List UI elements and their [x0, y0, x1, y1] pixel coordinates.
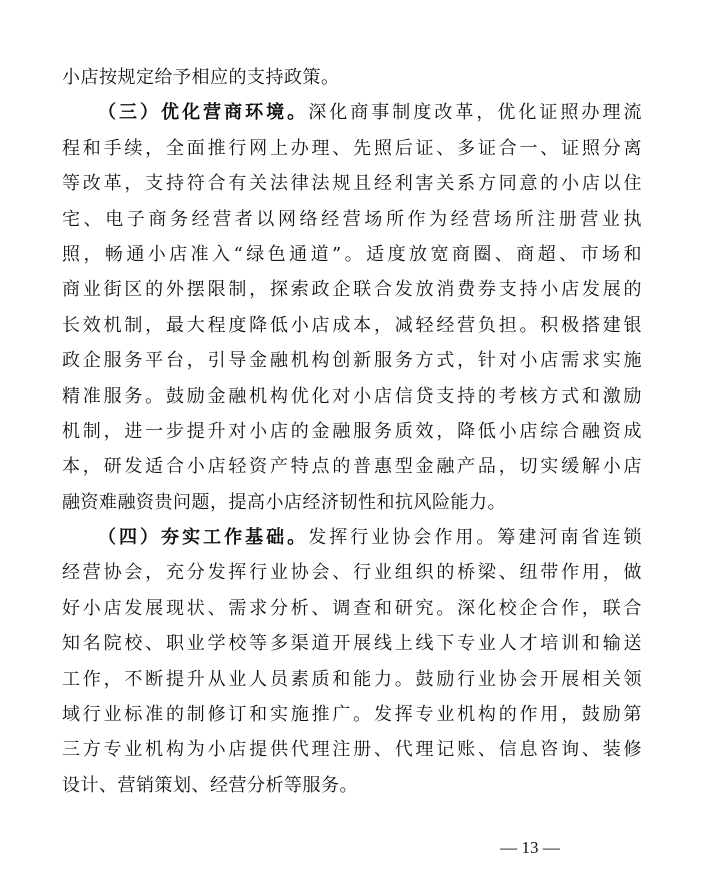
text-line: 三方专业机构为小店提供代理注册、代理记账、信息咨询、装修: [62, 739, 642, 761]
text-line: 好小店发展现状、需求分析、调查和研究。深化校企合作，联合: [62, 597, 642, 619]
text-line: 本，研发适合小店轻资产特点的普惠型金融产品，切实缓解小店: [62, 456, 642, 478]
text-line: 长效机制，最大程度降低小店成本，减轻经营负担。积极搭建银: [62, 314, 642, 336]
text-line: [62, 60, 642, 95]
text-line: 程和手续，全面推行网上办理、先照后证、多证合一、证照分离: [62, 137, 642, 159]
body-text: [62, 60, 642, 803]
text-line-content: 小店按规定给予相应的支持政策。: [62, 67, 340, 88]
text-line-content: 深化商事制度改革，优化证照办理流: [308, 102, 643, 124]
text-line-content: 发挥行业协会作用。筹建河南省连锁: [308, 527, 643, 549]
page-number: — 13 —: [500, 838, 560, 857]
text-line: 政企服务平台，引导金融机构创新服务方式，针对小店需求实施: [62, 350, 642, 372]
text-line: 设计、营销策划、经营分析等服务。: [62, 774, 358, 796]
section-heading-line: [62, 520, 642, 555]
text-line: 精准服务。鼓励金融机构优化对小店信贷支持的考核方式和激励: [62, 385, 642, 407]
text-line: 融资难融资贵问题，提高小店经济韧性和抗风险能力。: [62, 491, 506, 513]
text-line: 等改革，支持符合有关法律法规且经利害关系方同意的小店以住: [62, 173, 642, 195]
text-line: 工作，不断提升从业人员素质和能力。鼓励行业协会开展相关领: [62, 668, 642, 690]
text-line: 商业街区的外摆限制，探索政企联合发放消费券支持小店发展的: [62, 279, 642, 301]
text-line: 经营协会，充分发挥行业协会、行业组织的桥梁、纽带作用，做: [62, 562, 642, 584]
section-heading-3: （三）优化营商环境。: [98, 102, 309, 124]
text-line: 知名院校、职业学校等多渠道开展线上线下专业人才培训和输送: [62, 633, 642, 655]
section-heading-4: （四）夯实工作基础。: [98, 527, 309, 549]
section-heading-line: [62, 95, 642, 130]
text-line: 域行业标准的制修订和实施推广。发挥专业机构的作用，鼓励第: [62, 704, 642, 726]
text-line: 宅、电子商务经营者以网络经营场所作为经营场所注册营业执: [62, 208, 642, 230]
text-line: 照，畅通小店准入“绿色通道”。适度放宽商圈、商超、市场和: [62, 243, 642, 265]
text-line: 机制，进一步提升对小店的金融服务质效，降低小店综合融资成: [62, 420, 642, 442]
